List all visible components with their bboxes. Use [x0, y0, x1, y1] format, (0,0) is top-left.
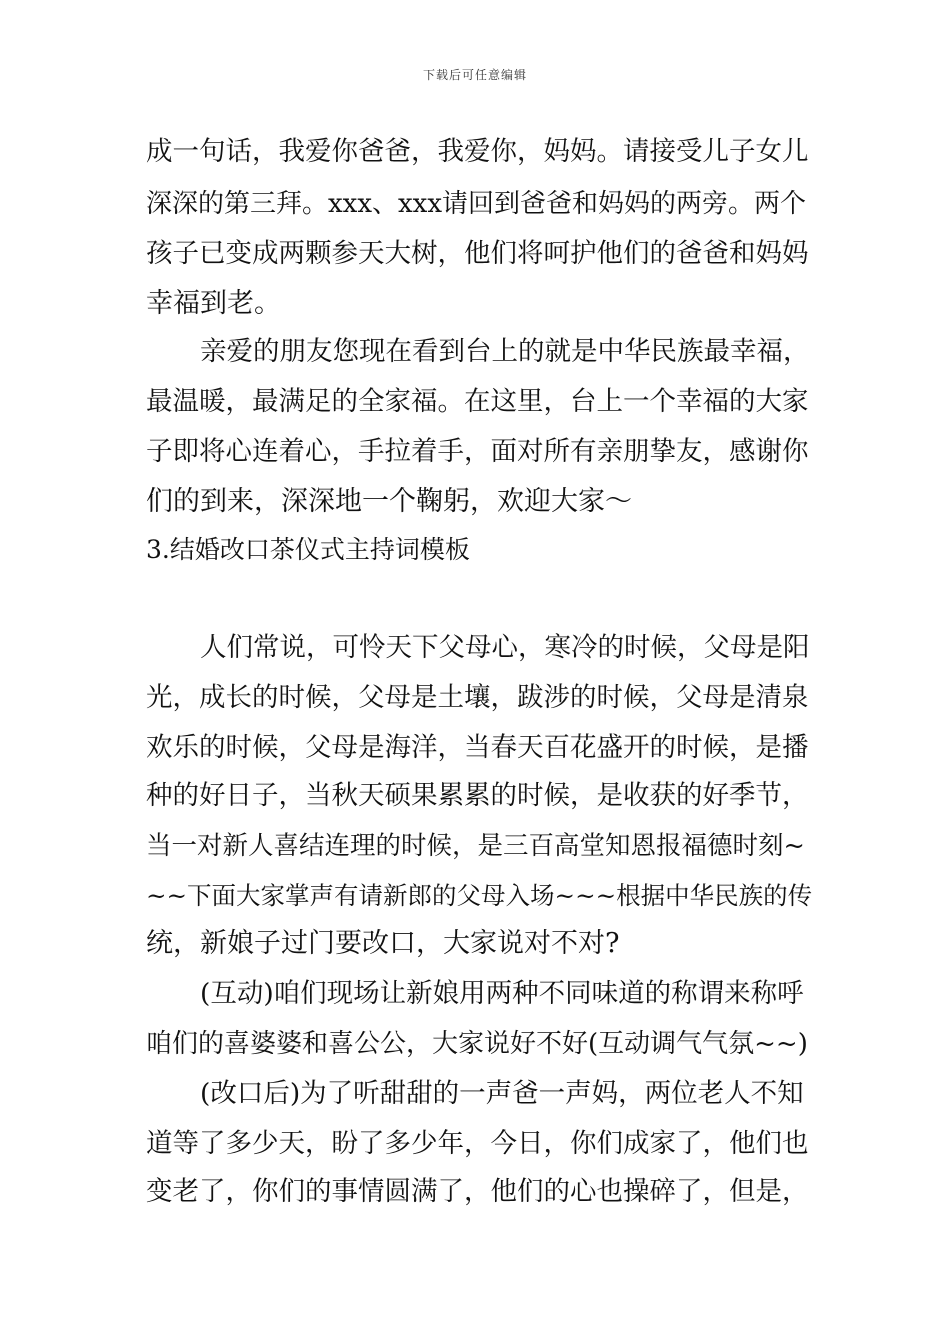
- body-line: 幸福到老。: [146, 288, 281, 319]
- page-header: 下载后可任意编辑: [422, 68, 527, 82]
- paragraph-first-line: 亲爱的朋友您现在看到台上的就是中华民族最幸福，: [200, 336, 810, 367]
- paragraph-first-line: (互动)咱们现场让新娘用两种不同味道的称谓来称呼: [200, 978, 804, 1009]
- paragraph-first-line: 人们常说，可怜天下父母心，寒冷的时候，父母是阳: [200, 632, 810, 663]
- body-line: 成一句话，我爱你爸爸，我爱你，妈妈。请接受儿子女儿: [146, 136, 809, 167]
- body-line: 光，成长的时候，父母是土壤，跋涉的时候，父母是清泉: [146, 682, 809, 713]
- body-line: 当一对新人喜结连理的时候，是三百高堂知恩报福德时刻~: [146, 831, 805, 861]
- body-line: 们的到来，深深地一个鞠躬，欢迎大家～: [146, 486, 632, 517]
- body-line: ~~下面大家掌声有请新郎的父母入场~~~根据中华民族的传: [146, 881, 813, 910]
- body-line: 孩子已变成两颗参天大树，他们将呵护他们的爸爸和妈妈: [146, 238, 809, 269]
- body-line: 道等了多少天，盼了多少年，今日，你们成家了，他们也: [146, 1128, 809, 1159]
- body-line: 种的好日子，当秋天硕果累累的时候，是收获的好季节，: [146, 780, 809, 811]
- body-line: 深深的第三拜。xxx、xxx请回到爸爸和妈妈的两旁。两个: [146, 189, 806, 219]
- body-line: 统，新娘子过门要改口，大家说对不对?: [146, 928, 620, 959]
- body-line: 子即将心连着心，手拉着手，面对所有亲朋挚友，感谢你: [146, 436, 809, 467]
- section-title: 3.结婚改口茶仪式主持词模板: [146, 535, 470, 564]
- body-line: 变老了，你们的事情圆满了，他们的心也操碎了，但是，: [146, 1176, 809, 1207]
- body-line: 欢乐的时候，父母是海洋，当春天百花盛开的时候，是播: [146, 732, 809, 763]
- paragraph-first-line: (改口后)为了听甜甜的一声爸一声妈，两位老人不知: [200, 1078, 804, 1109]
- body-line: 咱们的喜婆婆和喜公公，大家说好不好(互动调气气氛~~): [146, 1029, 808, 1059]
- body-line: 最温暖，最满足的全家福。在这里，台上一个幸福的大家: [146, 386, 809, 417]
